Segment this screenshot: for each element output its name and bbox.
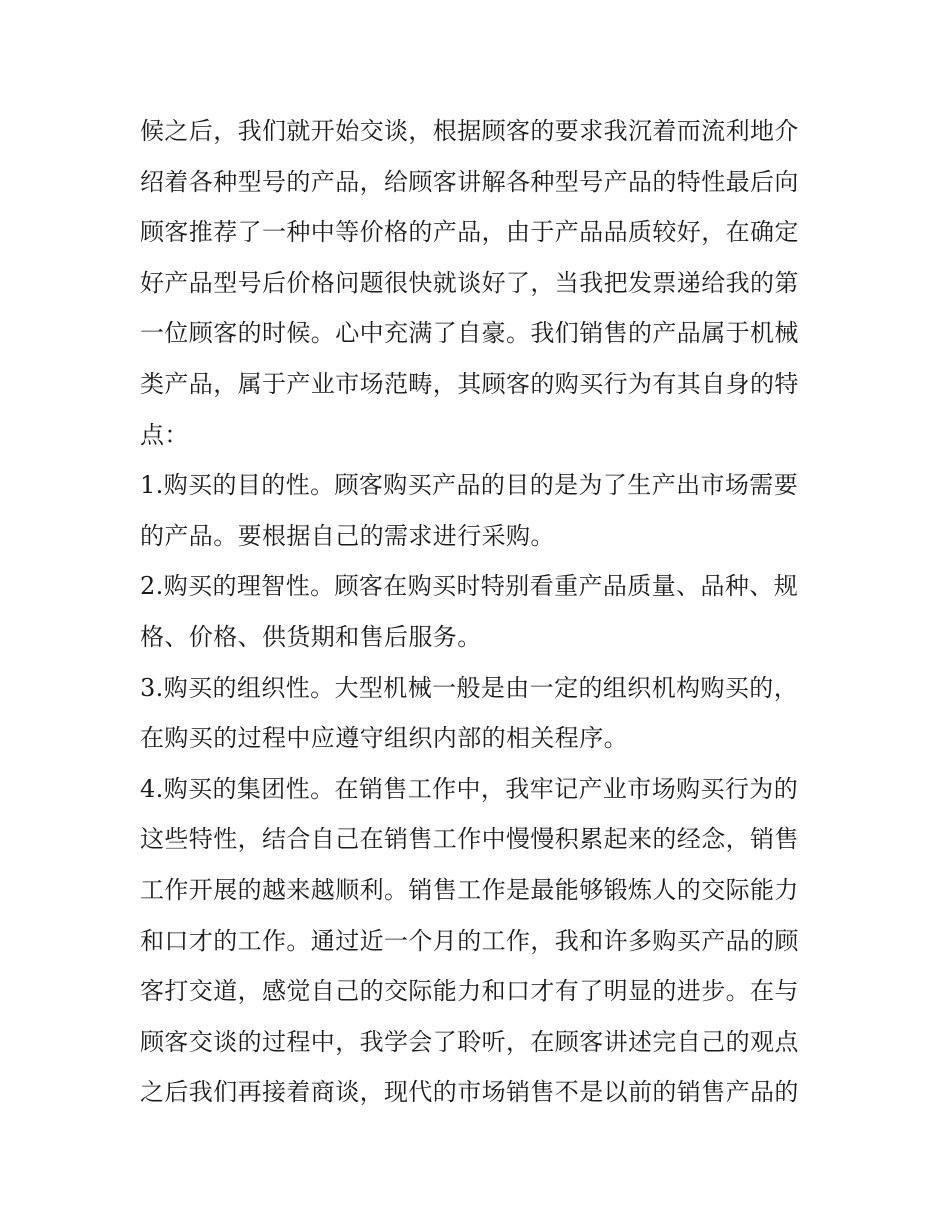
- body-text: [140, 106, 820, 1118]
- list-item-3-line: 在购买的过程中应遵守组织内部的相关程序。: [140, 724, 628, 753]
- text-line: 类产品，属于产业市场范畴，其顾客的购买行为有其自身的特: [140, 369, 799, 398]
- text-line: 点：: [140, 420, 189, 449]
- list-item-1-line: 的产品。要根据自己的需求进行采购。: [140, 521, 555, 550]
- text-line: 好产品型号后价格问题很快就谈好了，当我把发票递给我的第: [140, 268, 799, 297]
- text-line: 之后我们再接着商谈，现代的市场销售不是以前的销售产品的: [140, 1078, 799, 1107]
- list-item-3-line: 3.购买的组织性。大型机械一般是由一定的组织机构购买的，: [140, 673, 799, 702]
- text-line: 这些特性，结合自己在销售工作中慢慢积累起来的经念，销售: [140, 825, 799, 854]
- text-line: 顾客交谈的过程中，我学会了聆听，在顾客讲述完自己的观点: [140, 1027, 799, 1056]
- text-line: 工作开展的越来越顺利。销售工作是最能够锻炼人的交际能力: [140, 875, 799, 904]
- list-item-2-line: 2.购买的理智性。顾客在购买时特别看重产品质量、品种、规: [140, 572, 799, 601]
- list-item-4-line: 4.购买的集团性。在销售工作中，我牢记产业市场购买行为的: [140, 774, 799, 803]
- list-item-2-line: 格、价格、供货期和售后服务。: [140, 622, 482, 651]
- text-line: 顾客推荐了一种中等价格的产品，由于产品品质较好，在确定: [140, 218, 799, 247]
- text-line: 候之后，我们就开始交谈，根据顾客的要求我沉着而流利地介: [140, 117, 799, 145]
- text-line: 一位顾客的时候。心中充满了自豪。我们销售的产品属于机械: [140, 319, 799, 348]
- text-line: 客打交道，感觉自己的交际能力和口才有了明显的进步。在与: [140, 977, 799, 1006]
- text-line: 和口才的工作。通过近一个月的工作，我和许多购买产品的顾: [140, 926, 799, 955]
- text-line: 绍着各种型号的产品，给顾客讲解各种型号产品的特性最后向: [140, 167, 799, 196]
- list-item-1-line: 1.购买的目的性。顾客购买产品的目的是为了生产出市场需要: [140, 471, 799, 500]
